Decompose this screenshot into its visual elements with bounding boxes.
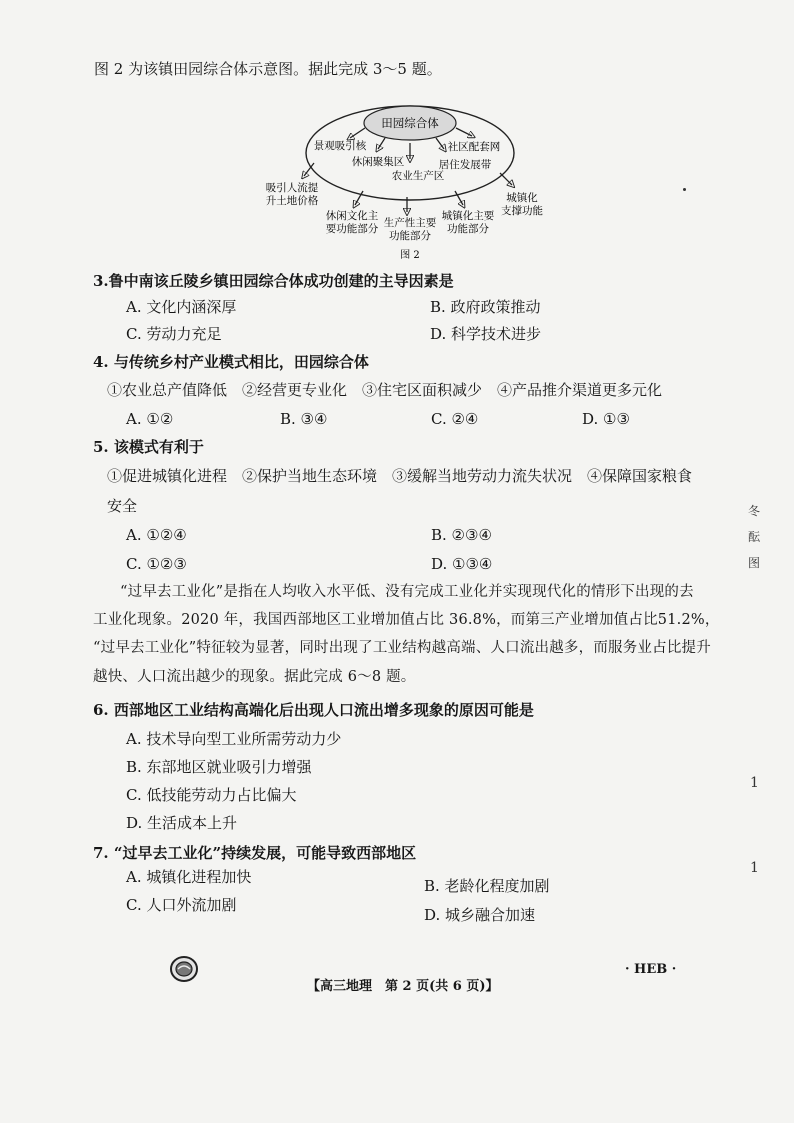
label-urban-support-1: 城镇化 <box>506 192 538 204</box>
arrow-icon <box>350 128 365 138</box>
q4-option-b: B. ③④ <box>280 410 328 428</box>
label-production-func-1: 生产性主要 <box>383 217 437 229</box>
label-urban-support-2: 支撑功能 <box>501 205 543 217</box>
q4-option-d: D. ①③ <box>582 410 630 428</box>
q5-items-line1: ①促进城镇化进程 ②保护当地生态环境 ③缓解当地劳动力流失状况 ④保障国家粮食 <box>107 467 693 485</box>
passage-line-3: “过早去工业化”特征较为显著，同时出现了工业结构越高端、人口流出越多，而服务业占比提升 <box>93 640 711 656</box>
q7-option-d: D. 城乡融合加速 <box>424 906 536 924</box>
margin-num: 1 <box>750 775 759 791</box>
figure-caption: 图 2 <box>400 250 420 261</box>
q7-option-a: A. 城镇化进程加快 <box>126 868 252 886</box>
margin-char: 酝 <box>748 530 761 544</box>
question-7-stem: 7. “过早去工业化”持续发展，可能导致西部地区 <box>93 844 417 862</box>
figure-2-diagram <box>260 93 550 263</box>
q5-option-c: C. ①②③ <box>126 555 187 573</box>
margin-num: 1 <box>750 860 759 876</box>
arrow-icon <box>436 138 444 149</box>
margin-chars-top <box>748 498 762 576</box>
question-4-stem: 4. 与传统乡村产业模式相比，田园综合体 <box>93 353 369 371</box>
arrow-icon <box>455 191 463 205</box>
label-urban-func-1: 城镇化主要 <box>441 210 495 222</box>
label-leisure-zone: 休闲聚集区 <box>351 156 405 168</box>
label-community-net: 社区配套网 <box>447 141 501 153</box>
q5-option-a: A. ①②④ <box>126 526 187 544</box>
q5-option-d: D. ①③④ <box>431 555 493 573</box>
q4-option-a: A. ①② <box>126 410 174 428</box>
q3-option-c: C. 劳动力充足 <box>126 325 222 343</box>
arrow-icon <box>378 138 385 149</box>
label-residential-belt: 居住发展带 <box>438 159 492 171</box>
q3-option-a: A. 文化内涵深厚 <box>126 298 237 316</box>
q3-option-d: D. 科学技术进步 <box>430 325 542 343</box>
label-leisure-func-2: 要功能部分 <box>325 223 379 235</box>
footer-code: · HEB · <box>625 962 677 977</box>
label-attract-people-2: 升土地价格 <box>265 195 319 207</box>
passage-line-4: 越快、人口流出越少的现象。据此完成 6～8 题。 <box>93 669 416 685</box>
question-6-stem: 6. 西部地区工业结构高端化后出现人口流出增多现象的原因可能是 <box>93 701 534 719</box>
passage-line-2: 工业化现象。2020 年，我国西部地区工业增加值占比 36.8%，而第三产业增加值占比51.2%， <box>93 612 720 628</box>
stray-dot <box>683 188 686 191</box>
intro-text: 图 2 为该镇田园综合体示意图。据此完成 3～5 题。 <box>94 60 442 78</box>
passage-line-1: “过早去工业化”是指在人均收入水平低、没有完成工业化并实现现代化的情形下出现的去 <box>120 584 694 600</box>
q6-option-a: A. 技术导向型工业所需劳动力少 <box>126 730 342 748</box>
q6-option-d: D. 生活成本上升 <box>126 814 238 832</box>
q5-items-line2: 安全 <box>107 497 138 515</box>
label-urban-func-2: 功能部分 <box>447 223 489 235</box>
footer-page-info: 【高三地理 第 2 页(共 6 页)】 <box>307 979 499 994</box>
label-agri-zone: 农业生产区 <box>391 170 445 182</box>
q7-option-b: B. 老龄化程度加剧 <box>424 877 550 895</box>
q3-option-b: B. 政府政策推动 <box>430 298 541 316</box>
arrow-icon <box>500 173 512 185</box>
q4-option-c: C. ②④ <box>431 410 479 428</box>
label-leisure-func-1: 休闲文化主 <box>325 210 379 222</box>
q4-items: ①农业总产值降低 ②经营更专业化 ③住宅区面积减少 ④产品推介渠道更多元化 <box>107 381 663 399</box>
label-landscape-core: 景观吸引核 <box>313 140 367 152</box>
q6-option-c: C. 低技能劳动力占比偏大 <box>126 786 297 804</box>
label-attract-people-1: 吸引人流提 <box>265 182 319 194</box>
q5-option-b: B. ②③④ <box>431 526 492 544</box>
question-3-stem: 3.鲁中南该丘陵乡镇田园综合体成功创建的主导因素是 <box>93 272 454 290</box>
label-production-func-2: 功能部分 <box>389 230 431 242</box>
margin-char: 冬 <box>748 504 761 518</box>
arrow-icon <box>456 128 472 136</box>
q7-option-c: C. 人口外流加剧 <box>126 896 237 914</box>
school-logo-icon <box>168 954 200 984</box>
center-label: 田园综合体 <box>381 116 439 130</box>
question-5-stem: 5. 该模式有利于 <box>93 438 204 456</box>
q6-option-b: B. 东部地区就业吸引力增强 <box>126 758 312 776</box>
margin-char: 图 <box>748 556 761 570</box>
